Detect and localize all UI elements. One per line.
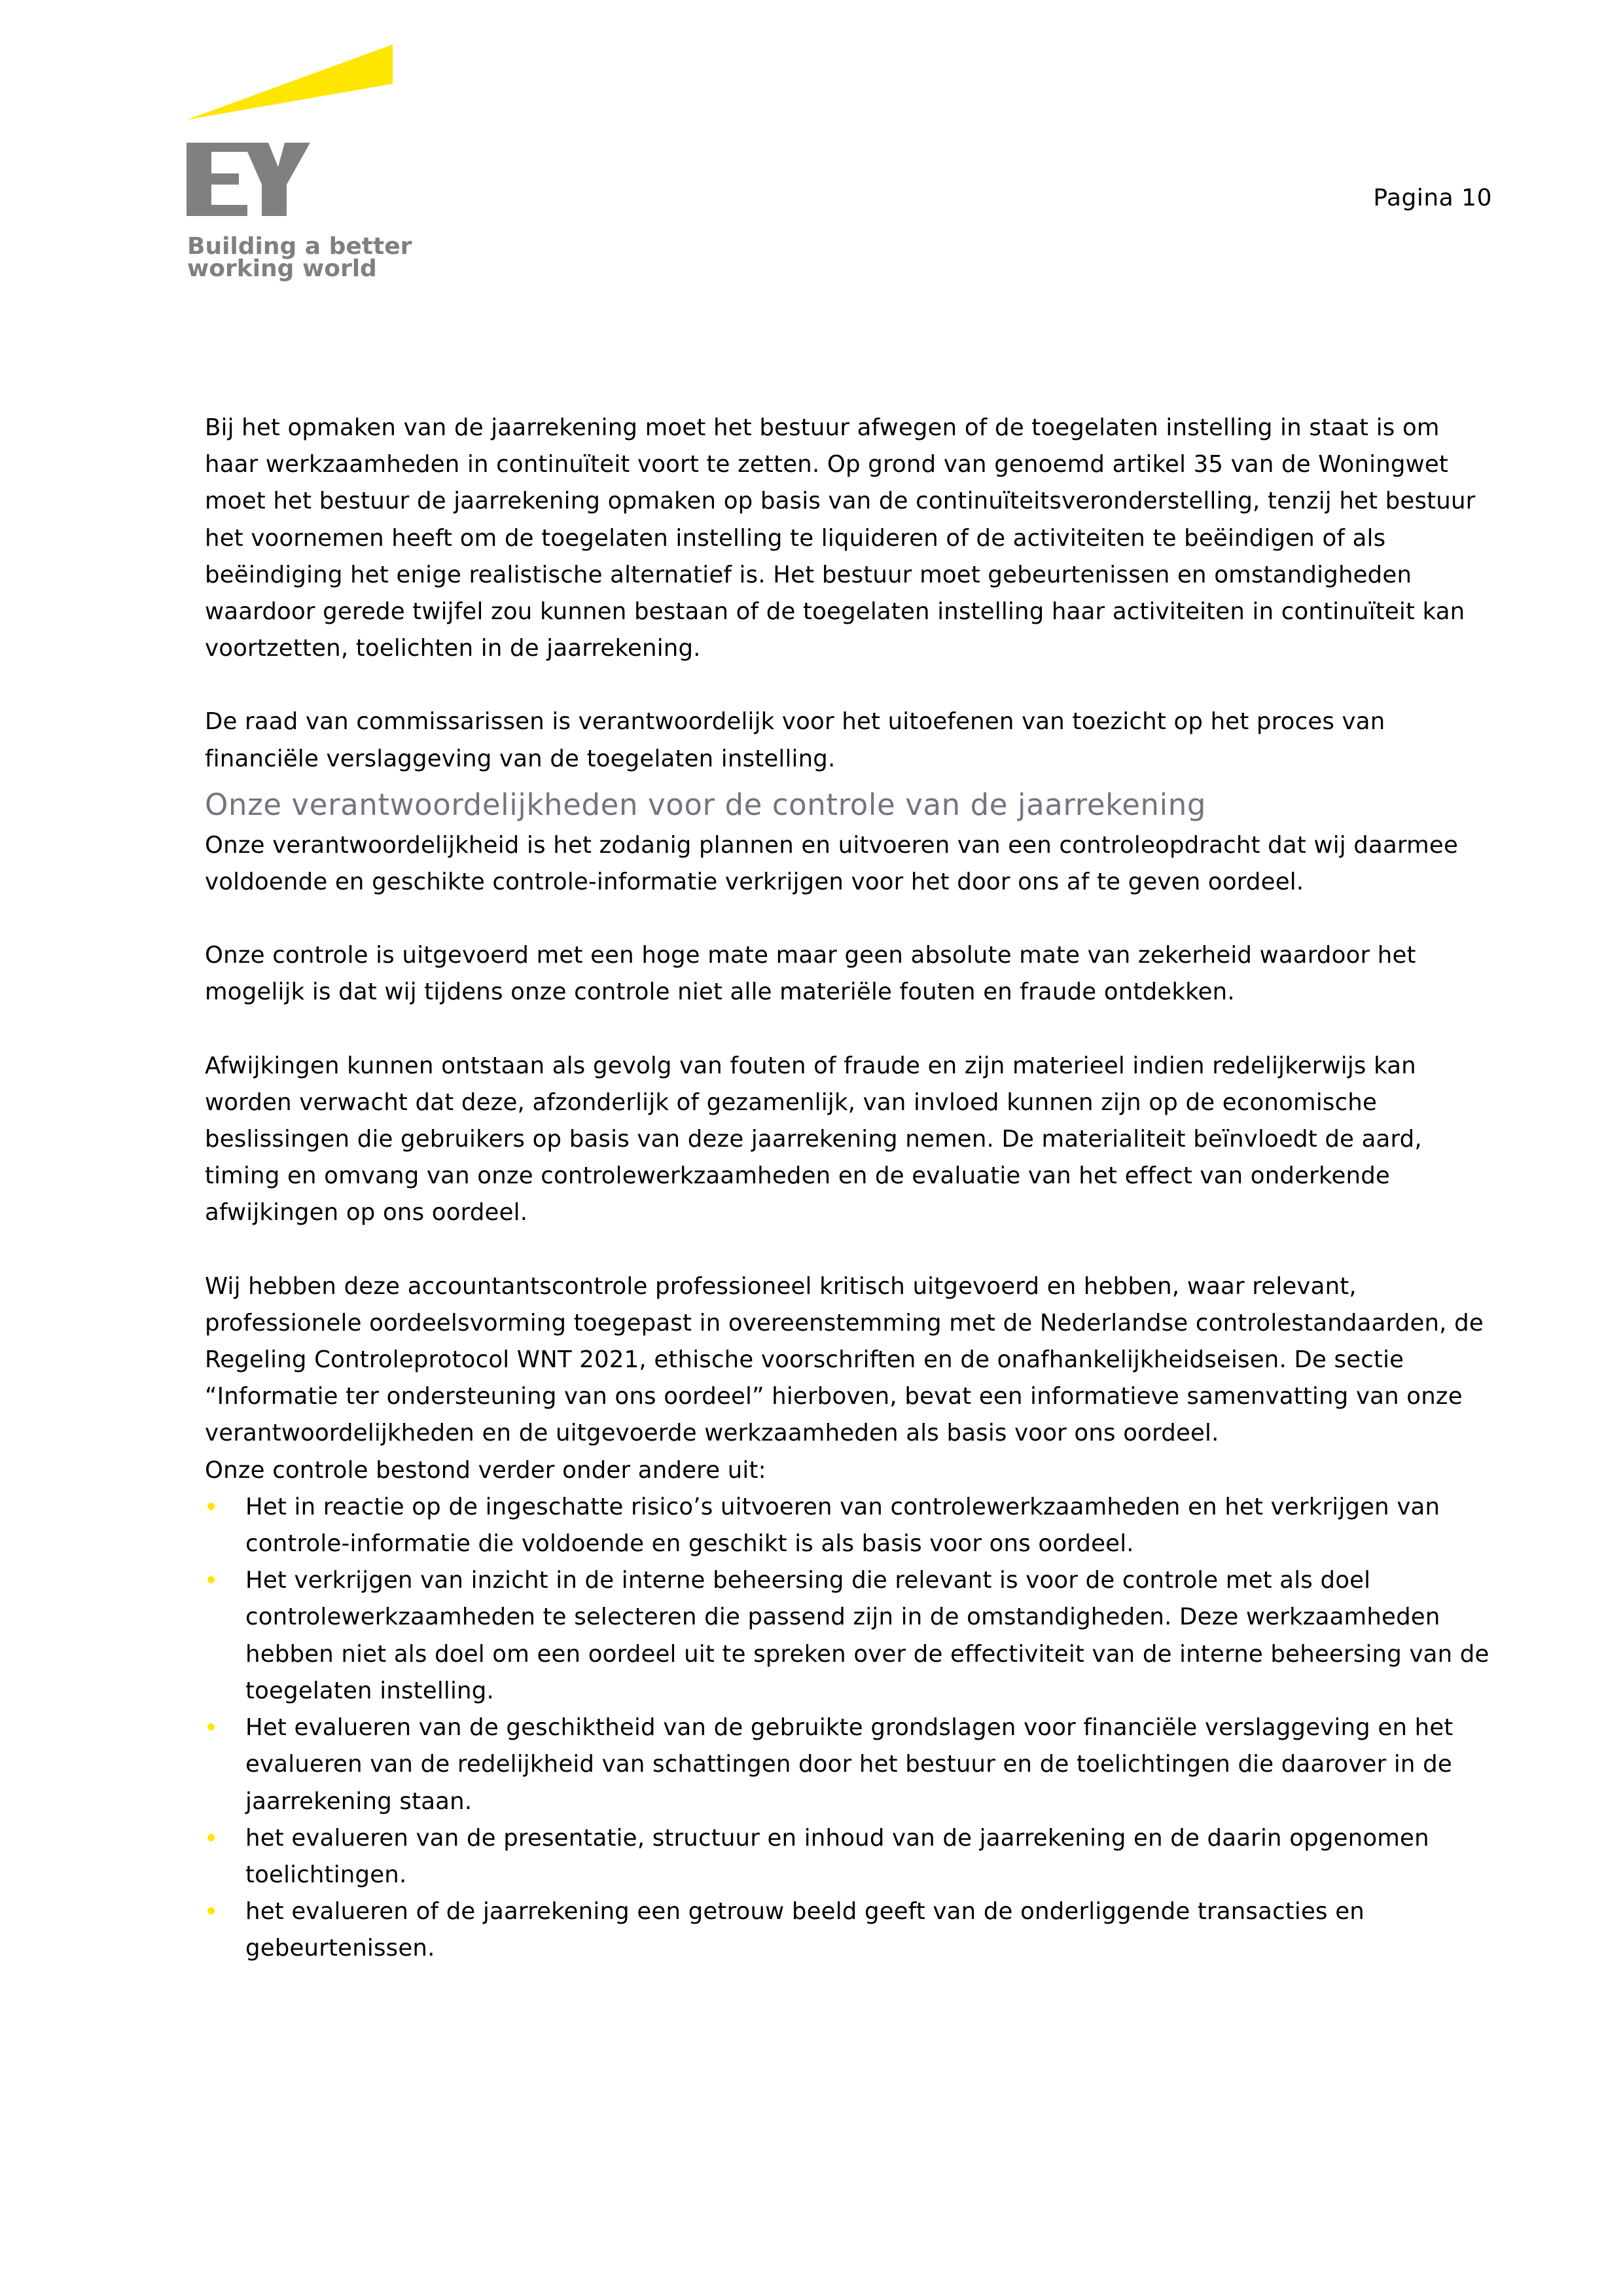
- list-item-text: Het in reactie op de ingeschatte risico’s uitvoeren van controlewerkzaamheden en het verkrijgen van controle-informatie die voldoende en geschikt is als basis voor ons oordeel.: [245, 1493, 1440, 1558]
- svg-text:working world: working world: [187, 255, 377, 282]
- paragraph-gap: [205, 901, 1497, 937]
- ey-logo: [177, 33, 412, 288]
- list-item-text: het evalueren of de jaarrekening een getrouw beeld geeft van de onderliggende transacties en gebeurtenissen.: [245, 1898, 1364, 1962]
- list-item: [205, 1562, 1497, 1710]
- paragraph-gap: [205, 667, 1497, 704]
- paragraph-our-responsibility: Onze verantwoordelijkheid is het zodanig plannen en uitvoeren van een controleopdracht dat wij daarmee voldoende en geschikte controle-informatie verkrijgen voor het door ons af te geven oordeel.: [205, 831, 1458, 896]
- list-item: [205, 1489, 1497, 1562]
- paragraph-professional-skepticism: Wij hebben deze accountantscontrole professioneel kritisch uitgevoerd en hebben, waar relevant, professionele oordeelsvorming toegepast in overeenstemming met de Nederlandse controlestandaarden, de Regeling Controleprotocol WNT 2021, ethische voorschriften en de onafhankelijkheidseisen. De sectie “Informatie ter ondersteuning van ons oordeel” hierboven, bevat een informatieve samenvatting van onze verantwoordelijkheden en de uitgevoerde werkzaamheden als basis voor ons oordeel.: [205, 1272, 1484, 1447]
- list-intro: Onze controle bestond verder onder andere uit:: [205, 1456, 766, 1484]
- list-item-text: Het evalueren van de geschiktheid van de gebruikte grondslagen voor financiële verslaggeving en het evalueren van de redelijkheid van schattingen door het bestuur en de toelichtingen die daarover in de jaarrekening staan.: [245, 1714, 1454, 1815]
- list-item-text: Het verkrijgen van inzicht in de interne beheersing die relevant is voor de controle met als doel controlewerkzaamheden te selecteren die passend zijn in de omstandigheden. Deze werkzaamheden hebben niet als doel om een oordeel uit te spreken over de effectiviteit van de interne beheersing van de toegelaten instelling.: [245, 1567, 1489, 1704]
- section-heading: Onze verantwoordelijkheden voor de controle van de jaarrekening: [205, 787, 1207, 822]
- paragraph-assurance: Onze controle is uitgevoerd met een hoge mate maar geen absolute mate van zekerheid waardoor het mogelijk is dat wij tijdens onze controle niet alle materiële fouten en fraude ontdekken.: [205, 942, 1416, 1006]
- list-item: [205, 1893, 1497, 1967]
- list-item-text: het evalueren van de presentatie, structuur en inhoud van de jaarrekening en de daarin opgenomen toelichtingen.: [245, 1824, 1429, 1888]
- list-item: [205, 1710, 1497, 1820]
- bullet-icon: [207, 1834, 215, 1841]
- paragraph-going-concern: Bij het opmaken van de jaarrekening moet het bestuur afwegen of de toegelaten instelling in staat is om haar werkzaamheden in continuïteit voort te zetten. Op grond van genoemd artikel 35 van de Woningwet moet het bestuur de jaarrekening opmaken op basis van de continuïteitsveronderstelling, tenzij het bestuur het voornemen heeft om de toegelaten instelling te liquideren of de activiteiten te beëindigen of als beëindiging het enige realistische alternatief is. Het bestuur moet gebeurtenissen en omstandigheden waardoor gerede twijfel zou kunnen bestaan of de toegelaten instelling haar activiteiten in continuïteit kan voortzetten, toelichten in de jaarrekening.: [205, 414, 1476, 662]
- paragraph-supervisory-board: De raad van commissarissen is verantwoordelijk voor het uitoefenen van toezicht op het proces van financiële verslaggeving van de toegelaten instelling.: [205, 708, 1385, 772]
- document-body: [205, 410, 1497, 1967]
- svg-text:Building a better: Building a better: [187, 233, 412, 260]
- page-number: Pagina 10: [1373, 185, 1492, 211]
- ey-beam-icon: [177, 33, 412, 288]
- paragraph-gap: [205, 1011, 1497, 1048]
- bullet-icon: [207, 1723, 215, 1731]
- paragraph-misstatements: Afwijkingen kunnen ontstaan als gevolg van fouten of fraude en zijn materieel indien redelijkerwijs kan worden verwacht dat deze, afzonderlijk of gezamenlijk, van invloed kunnen zijn op de economische beslissingen die gebruikers op basis van deze jaarrekening nemen. De materialiteit beïnvloedt de aard, timing en omvang van onze controlewerkzaamheden en de evaluatie van het effect van onderkende afwijkingen op ons oordeel.: [205, 1052, 1422, 1227]
- bullet-icon: [207, 1907, 215, 1914]
- paragraph-gap: [205, 1232, 1497, 1268]
- bullet-icon: [207, 1503, 215, 1510]
- bullet-icon: [207, 1576, 215, 1583]
- list-item: [205, 1820, 1497, 1893]
- audit-procedures-list: [205, 1489, 1497, 1967]
